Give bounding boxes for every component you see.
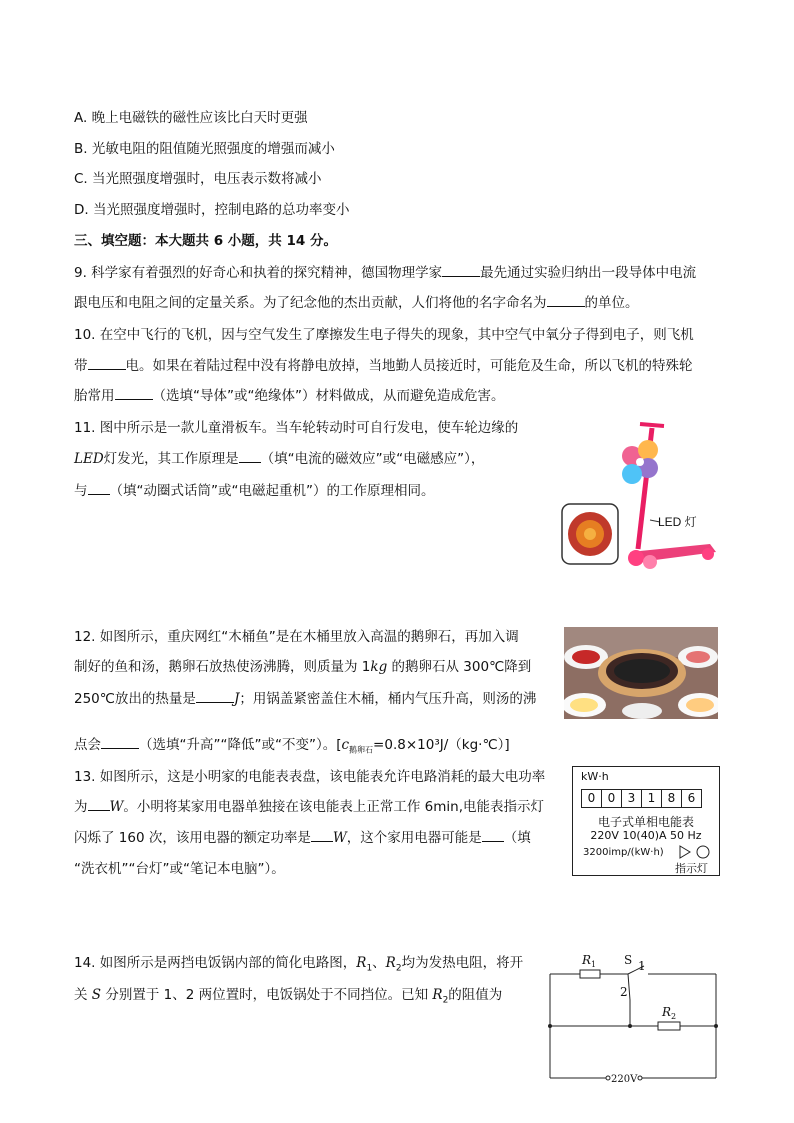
q12-line2	[74, 655, 531, 675]
terminal-dot	[606, 1076, 610, 1080]
section-heading: 三、填空题：本大题共 6 小题，共 14 分。	[74, 233, 337, 249]
q10-line2	[74, 354, 693, 374]
answer-blank[interactable]	[88, 482, 110, 495]
indicator-label: 指示灯	[675, 862, 708, 875]
answer-blank[interactable]	[88, 798, 110, 811]
q11-text: （填“动圈式话筒”或“电磁起重机”）的工作原理相同。	[109, 483, 435, 499]
q10-text: 电。如果在着陆过程中没有将静电放掉，当地勤人员接近时，可能危及生命，所以飞机的特殊轮	[125, 358, 693, 374]
position-1-label: 1	[638, 959, 646, 973]
q10-text: 带	[74, 358, 88, 374]
resistor-r1	[580, 970, 600, 978]
q14-symbol: S	[91, 987, 102, 1003]
q12-unit: kg	[370, 659, 388, 675]
r2-subscript: 2	[671, 1012, 677, 1021]
q10-text: 胎常用	[74, 388, 115, 404]
answer-blank[interactable]	[442, 264, 480, 277]
answer-blank[interactable]	[482, 829, 504, 842]
q14-text: 分别置于 1、2 两位置时，电饭锅处于不同挡位。已知	[101, 987, 433, 1003]
answer-blank[interactable]	[311, 829, 333, 842]
r2-label: R	[662, 1005, 672, 1019]
q11-text: 与	[74, 483, 88, 499]
q13-line2	[74, 795, 544, 815]
q9-text: 跟电压和电阻之间的定量关系。为了纪念他的杰出贡献，人们将他的名字命名为	[74, 295, 547, 311]
answer-blank[interactable]	[88, 357, 126, 370]
q12-text: 点会	[74, 737, 101, 753]
circuit-diagram	[544, 950, 722, 1088]
q14-text: 关	[74, 987, 92, 1003]
q12-line1: 12. 如图所示，重庆网红“木桶鱼”是在木桶里放入高温的鹅卵石，再加入调	[74, 629, 519, 645]
q13-line1: 13. 如图所示，这是小明家的电能表表盘，该电能表允许电路消耗的最大电功率	[74, 769, 546, 785]
q11-line2	[74, 447, 484, 467]
voltage-label: 220V	[611, 1074, 638, 1085]
r1-label: R	[582, 953, 592, 967]
q13-text: 。小明将某家用电器单独接在该电能表上正常工作 6min,电能表指示灯	[123, 799, 545, 815]
q12-text: （选填“升高”“降低”或“不变”）。[	[139, 737, 342, 753]
electric-meter	[572, 766, 720, 876]
q9-line1	[74, 261, 696, 281]
q11-line3	[74, 479, 434, 499]
position-2-label: 2	[620, 985, 628, 999]
q11-line1: 11. 图中所示是一款儿童滑板车。当车轮转动时可自行发电，使车轮边缘的	[74, 420, 519, 436]
meter-constant	[583, 847, 664, 858]
indicator-light-icon	[679, 845, 713, 859]
meter-digit: 1	[641, 789, 662, 808]
q9-text: 的单位。	[584, 295, 639, 311]
meter-digit: 6	[681, 789, 702, 808]
meter-digit: 0	[581, 789, 602, 808]
rear-wheel-icon	[702, 548, 714, 560]
q12-text: 250℃放出的热量是	[74, 691, 196, 707]
switch-label: S	[624, 953, 633, 967]
q10-line3	[74, 384, 504, 404]
answer-blank[interactable]	[101, 736, 139, 749]
q12-line3	[74, 687, 536, 707]
q13-unit: W	[109, 799, 124, 815]
q14-subscript: 2	[442, 995, 449, 1006]
q14-text: 、	[372, 955, 386, 971]
meter-digits	[581, 789, 701, 808]
q12-unit: J	[233, 691, 240, 707]
junction-dot	[714, 1024, 718, 1028]
meter-name: 电子式单相电能表	[597, 815, 694, 829]
q13-unit: W	[332, 830, 347, 846]
q13-text: （填	[503, 830, 531, 846]
q14-text: 均为发热电阻，将开	[401, 955, 524, 971]
answer-blank[interactable]	[196, 690, 234, 703]
answer-blank[interactable]	[239, 450, 261, 463]
led-text: LED	[74, 451, 104, 467]
resistor-r2	[658, 1022, 680, 1030]
q14-symbol: R	[385, 955, 396, 971]
q11-text: 灯发光，其工作原理是	[103, 451, 239, 467]
scooter-handle	[640, 424, 664, 426]
q14-symbol: R	[356, 955, 367, 971]
junction-dot	[548, 1024, 552, 1028]
meter-constant-text: 3200imp/(kW·h)	[583, 847, 664, 858]
meter-rating: 220V 10(40)A 50 Hz	[590, 829, 702, 842]
meter-digit: 8	[661, 789, 682, 808]
q12-text: =0.8×10³J/（kg·℃）]	[373, 737, 510, 753]
q14-text: 的阻值为	[448, 987, 503, 1003]
q12-text: ；用锅盖紧密盖住木桶，桶内气压升高，则汤的沸	[239, 691, 537, 707]
q13-line4: “洗衣机”“台灯”或“笔记本电脑”）。	[74, 861, 285, 877]
option-b: B. 光敏电阻的阻值随光照强度的增强而减小	[74, 141, 335, 157]
q14-text: 14. 如图所示是两挡电饭锅内部的简化电路图，	[74, 955, 357, 971]
q9-text: 9. 科学家有着强烈的好奇心和执着的探究精神，德国物理学家	[74, 265, 443, 281]
q12-text: 制好的鱼和汤，鹅卵石放热使汤沸腾，则质量为 1	[74, 659, 371, 675]
q14-line1	[74, 951, 523, 974]
q14-line2	[74, 983, 502, 1006]
answer-blank[interactable]	[547, 294, 585, 307]
q9-line2	[74, 291, 639, 311]
option-a: A. 晚上电磁铁的磁性应该比白天时更强	[74, 110, 308, 126]
q10-line1: 10. 在空中飞行的飞机，因与空气发生了摩擦发生电子得失的现象，其中空气中氧分子得到电子，则飞机	[74, 327, 694, 343]
q13-line3	[74, 826, 531, 846]
q11-text: （填“电流的磁效应”或“电磁感应”），	[260, 451, 485, 467]
meter-digit: 3	[621, 789, 642, 808]
meter-unit: kW·h	[581, 770, 609, 783]
q13-text: 为	[74, 799, 88, 815]
led-label: LED 灯	[658, 515, 697, 529]
q14-subscript: 1	[366, 963, 373, 974]
option-c: C. 当光照强度增强时，电压表示数将减小	[74, 171, 322, 187]
meter-digit: 0	[601, 789, 622, 808]
q13-text: 闪烁了 160 次，该用电器的额定功率是	[74, 830, 311, 846]
terminal-dot	[638, 1076, 642, 1080]
q9-text: 最先通过实验归纳出一段导体中电流	[480, 265, 697, 281]
q13-text: ，这个家用电器可能是	[346, 830, 482, 846]
front-wheel-icon	[628, 550, 644, 566]
pinwheel-icon	[622, 440, 658, 484]
specific-heat-symbol: c	[341, 737, 350, 753]
r1-subscript: 1	[591, 960, 597, 969]
scooter-figure	[560, 414, 720, 570]
option-d: D. 当光照强度增强时，控制电路的总功率变小	[74, 202, 350, 218]
q14-subscript: 2	[395, 963, 402, 974]
q12-line4	[74, 733, 510, 756]
q14-symbol: R	[432, 987, 443, 1003]
q10-text: （选填“导体”或“绝缘体”）材料做成，从而避免造成危害。	[152, 388, 505, 404]
specific-heat-subscript: 鹅卵石	[349, 745, 374, 755]
q12-text: 的鹅卵石从 300℃降到	[387, 659, 532, 675]
answer-blank[interactable]	[115, 387, 153, 400]
junction-dot	[628, 1024, 632, 1028]
fish-bucket-photo	[564, 627, 718, 719]
